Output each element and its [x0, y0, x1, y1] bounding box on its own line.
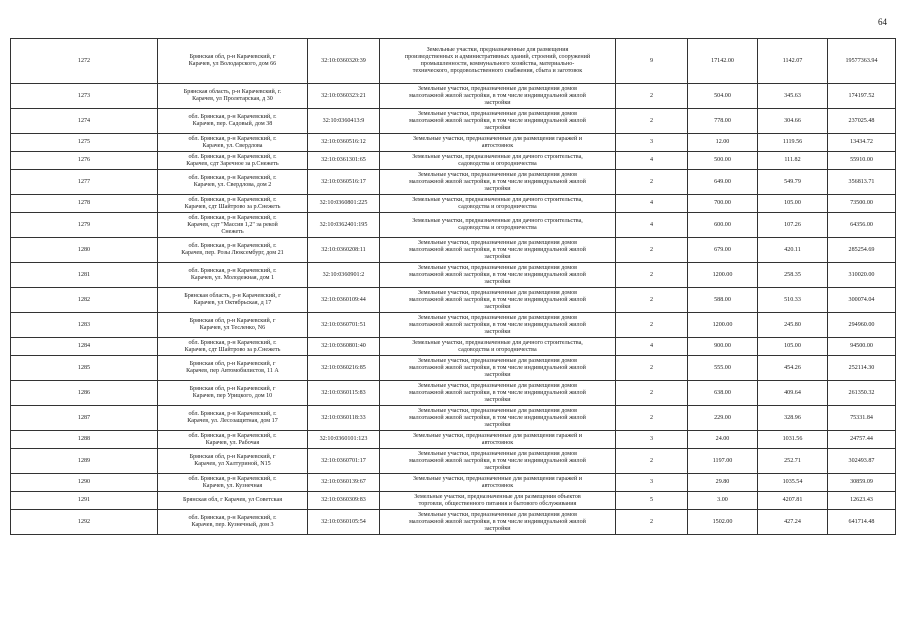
cadastral-value-cell: 19577363.94	[828, 39, 896, 84]
address-cell: обл. Брянская, р-н Карачевский, г. Карачев, пер. Кузнечный, дом 3	[158, 510, 308, 535]
use-group-cell: 4	[616, 213, 688, 238]
table-row	[11, 213, 896, 238]
cadastral-value-cell: 261350.32	[828, 381, 896, 406]
cadastral-number-cell: 32:10:0360516:17	[308, 170, 380, 195]
table-row	[11, 338, 896, 356]
address-cell: обл. Брянская, р-н Карачевский, г. Карачев, пер. Садовый, дом 38	[158, 109, 308, 134]
address-cell: Брянская обл, р-н Карачевский, г Карачев, ул Халтуриной, N15	[158, 449, 308, 474]
record-number-cell: 1290	[11, 474, 158, 492]
specific-cadastral-value-cell: 1142.07	[758, 39, 828, 84]
cadastral-number-cell: 32:10:0360323:21	[308, 84, 380, 109]
cadastral-number-cell: 32:10:0361301:65	[308, 152, 380, 170]
area-cell: 649.00	[688, 170, 758, 195]
land-use-purpose-cell: Земельные участки, предназначенные для размещения домов малоэтажной жилой застройки, в том числе индивидуальной жилой застройки	[380, 238, 616, 263]
use-group-cell: 2	[616, 109, 688, 134]
table-row	[11, 510, 896, 535]
land-use-purpose-cell: Земельные участки, предназначенные для дачного строительства, садоводства и огородничества	[380, 213, 616, 238]
address-cell: обл. Брянская, р-н Карачевский, г. Карачев, ул. Свердлова, дом 2	[158, 170, 308, 195]
table-row	[11, 238, 896, 263]
address-cell: обл. Брянская, р-н Карачевский, г. Карачев, ул. Лесозащитная, дом 17	[158, 406, 308, 431]
land-use-purpose-cell: Земельные участки, предназначенные для размещения гаражей и автостоянок	[380, 134, 616, 152]
record-number-cell: 1286	[11, 381, 158, 406]
land-use-purpose-cell: Земельные участки, предназначенные для размещения домов малоэтажной жилой застройки, в том числе индивидуальной жилой застройки	[380, 109, 616, 134]
table-row	[11, 109, 896, 134]
cadastral-number-cell: 32:10:0360216:85	[308, 356, 380, 381]
cadastral-value-cell: 24757.44	[828, 431, 896, 449]
cadastral-value-cell: 75331.84	[828, 406, 896, 431]
use-group-cell: 4	[616, 152, 688, 170]
cadastral-number-cell: 32:10:0360208:11	[308, 238, 380, 263]
cadastral-number-cell: 32:10:0360309:83	[308, 492, 380, 510]
land-use-purpose-cell: Земельные участки, предназначенные для размещения домов малоэтажной жилой застройки, в том числе индивидуальной жилой застройки	[380, 510, 616, 535]
cadastral-value-cell: 174197.52	[828, 84, 896, 109]
cadastral-value-cell: 73500.00	[828, 195, 896, 213]
use-group-cell: 3	[616, 474, 688, 492]
record-number-cell: 1276	[11, 152, 158, 170]
table-row	[11, 431, 896, 449]
land-use-purpose-cell: Земельные участки, предназначенные для размещения домов малоэтажной жилой застройки, в том числе индивидуальной жилой застройки	[380, 170, 616, 195]
land-use-purpose-cell: Земельные участки, предназначенные для дачного строительства, садоводства и огородничества	[380, 195, 616, 213]
address-cell: Брянская область, р-н Карачевский, г. Карачев, ул Пролетарская, д 30	[158, 84, 308, 109]
cadastral-value-cell: 55910.00	[828, 152, 896, 170]
use-group-cell: 4	[616, 338, 688, 356]
area-cell: 638.00	[688, 381, 758, 406]
specific-cadastral-value-cell: 549.79	[758, 170, 828, 195]
area-cell: 778.00	[688, 109, 758, 134]
record-number-cell: 1274	[11, 109, 158, 134]
cadastral-number-cell: 32:10:0360516:12	[308, 134, 380, 152]
record-number-cell: 1278	[11, 195, 158, 213]
cadastral-number-cell: 32:10:0360901:2	[308, 263, 380, 288]
use-group-cell: 5	[616, 492, 688, 510]
cadastral-number-cell: 32:10:0360109:44	[308, 288, 380, 313]
area-cell: 679.00	[688, 238, 758, 263]
cadastral-number-cell: 32:10:0360139:67	[308, 474, 380, 492]
area-cell: 3.00	[688, 492, 758, 510]
use-group-cell: 2	[616, 313, 688, 338]
area-cell: 24.00	[688, 431, 758, 449]
table-row	[11, 170, 896, 195]
area-cell: 29.80	[688, 474, 758, 492]
land-use-purpose-cell: Земельные участки, предназначенные для размещения домов малоэтажной жилой застройки, в том числе индивидуальной жилой застройки	[380, 406, 616, 431]
area-cell: 500.00	[688, 152, 758, 170]
address-cell: обл. Брянская, р-н Карачевский, г. Карачев, ул. Молодежная, дом 1	[158, 263, 308, 288]
record-number-cell: 1277	[11, 170, 158, 195]
address-cell: Брянская обл, р-н Карачевский, г Карачев, пер Урицкого, дом 10	[158, 381, 308, 406]
record-number-cell: 1291	[11, 492, 158, 510]
cadastral-value-cell: 285254.69	[828, 238, 896, 263]
address-cell: обл. Брянская, р-н Карачевский, г. Карачев, пер. Розы Люксембург, дом 21	[158, 238, 308, 263]
cadastral-number-cell: 32:10:0362401:195	[308, 213, 380, 238]
table-row	[11, 263, 896, 288]
address-cell: обл. Брянская, р-н Карачевский, г. Карачев, сдт Шайтрово за р.Снежеть	[158, 195, 308, 213]
table-row	[11, 84, 896, 109]
cadastral-number-cell: 32:10:0360320:39	[308, 39, 380, 84]
specific-cadastral-value-cell: 245.80	[758, 313, 828, 338]
area-cell: 1200.00	[688, 263, 758, 288]
area-cell: 504.00	[688, 84, 758, 109]
cadastral-number-cell: 32:10:0360801:40	[308, 338, 380, 356]
land-use-purpose-cell: Земельные участки, предназначенные для дачного строительства, садоводства и огородничества	[380, 338, 616, 356]
use-group-cell: 2	[616, 510, 688, 535]
cadastral-number-cell: 32:10:0360413:9	[308, 109, 380, 134]
cadastral-value-cell: 237025.48	[828, 109, 896, 134]
use-group-cell: 2	[616, 381, 688, 406]
record-number-cell: 1292	[11, 510, 158, 535]
table-row	[11, 474, 896, 492]
cadastral-number-cell: 32:10:0360105:54	[308, 510, 380, 535]
table-row	[11, 356, 896, 381]
record-number-cell: 1281	[11, 263, 158, 288]
specific-cadastral-value-cell: 111.82	[758, 152, 828, 170]
address-cell: Брянская обл, р-н Карачевский, г Карачев, пер Автомобилистов, 11 А	[158, 356, 308, 381]
cadastral-value-cell: 300074.04	[828, 288, 896, 313]
cadastral-value-cell: 64356.00	[828, 213, 896, 238]
area-cell: 1200.00	[688, 313, 758, 338]
record-number-cell: 1284	[11, 338, 158, 356]
address-cell: обл. Брянская, р-н Карачевский, г. Карачев, сдт Заречное за р.Снежеть	[158, 152, 308, 170]
cadastral-number-cell: 32:10:0360101:123	[308, 431, 380, 449]
use-group-cell: 3	[616, 431, 688, 449]
use-group-cell: 2	[616, 263, 688, 288]
land-use-purpose-cell: Земельные участки, предназначенные для размещения гаражей и автостоянок	[380, 431, 616, 449]
use-group-cell: 2	[616, 449, 688, 474]
record-number-cell: 1272	[11, 39, 158, 84]
land-use-purpose-cell: Земельные участки, предназначенные для дачного строительства, садоводства и огородничества	[380, 152, 616, 170]
record-number-cell: 1275	[11, 134, 158, 152]
cadastral-number-cell: 32:10:0360701:17	[308, 449, 380, 474]
land-use-purpose-cell: Земельные участки, предназначенные для размещения домов малоэтажной жилой застройки, в том числе индивидуальной жилой застройки	[380, 288, 616, 313]
use-group-cell: 4	[616, 195, 688, 213]
cadastral-value-cell: 310020.00	[828, 263, 896, 288]
land-use-purpose-cell: Земельные участки, предназначенные для размещения домов малоэтажной жилой застройки, в том числе индивидуальной жилой застройки	[380, 84, 616, 109]
area-cell: 229.00	[688, 406, 758, 431]
area-cell: 588.00	[688, 288, 758, 313]
area-cell: 600.00	[688, 213, 758, 238]
land-use-purpose-cell: Земельные участки, предназначенные для размещения домов малоэтажной жилой застройки, в том числе индивидуальной жилой застройки	[380, 381, 616, 406]
cadastral-value-cell: 30859.09	[828, 474, 896, 492]
table-row	[11, 288, 896, 313]
cadastral-number-cell: 32:10:0360115:83	[308, 381, 380, 406]
record-number-cell: 1289	[11, 449, 158, 474]
table-row	[11, 449, 896, 474]
use-group-cell: 2	[616, 406, 688, 431]
specific-cadastral-value-cell: 420.11	[758, 238, 828, 263]
specific-cadastral-value-cell: 1035.54	[758, 474, 828, 492]
cadastral-value-cell: 356813.71	[828, 170, 896, 195]
table-row	[11, 134, 896, 152]
area-cell: 900.00	[688, 338, 758, 356]
address-cell: Брянская область, р-н Карачевский, г Карачев, ул Октябрьская, д 17	[158, 288, 308, 313]
address-cell: Брянская обл, р-н Карачевский, г Карачев, ул Володарского, дом 66	[158, 39, 308, 84]
record-number-cell: 1287	[11, 406, 158, 431]
table-row	[11, 492, 896, 510]
specific-cadastral-value-cell: 1031.56	[758, 431, 828, 449]
specific-cadastral-value-cell: 1119.56	[758, 134, 828, 152]
area-cell: 555.00	[688, 356, 758, 381]
table-row	[11, 195, 896, 213]
cadastral-value-cell: 12623.43	[828, 492, 896, 510]
land-use-purpose-cell: Земельные участки, предназначенные для размещения гаражей и автостоянок	[380, 474, 616, 492]
area-cell: 1197.00	[688, 449, 758, 474]
address-cell: обл. Брянская, р-н Карачевский, г. Карачев, ул. Рабочая	[158, 431, 308, 449]
record-number-cell: 1283	[11, 313, 158, 338]
specific-cadastral-value-cell: 105.00	[758, 338, 828, 356]
specific-cadastral-value-cell: 510.33	[758, 288, 828, 313]
use-group-cell: 9	[616, 39, 688, 84]
cadastral-value-cell: 294960.00	[828, 313, 896, 338]
table-row	[11, 152, 896, 170]
use-group-cell: 2	[616, 356, 688, 381]
cadastral-value-table	[10, 38, 896, 535]
area-cell: 1502.00	[688, 510, 758, 535]
address-cell: обл. Брянская, р-н Карачевский, г. Карачев, сдт "Массив 1,2" за рекой Снежеть	[158, 213, 308, 238]
table-body	[11, 39, 896, 535]
specific-cadastral-value-cell: 304.66	[758, 109, 828, 134]
land-use-purpose-cell: Земельные участки, предназначенные для размещения домов малоэтажной жилой застройки, в том числе индивидуальной жилой застройки	[380, 356, 616, 381]
table-row	[11, 381, 896, 406]
specific-cadastral-value-cell: 454.26	[758, 356, 828, 381]
page-number: 64	[878, 17, 887, 27]
address-cell: обл. Брянская, р-н Карачевский, г. Карачев, ул. Свердлова	[158, 134, 308, 152]
record-number-cell: 1288	[11, 431, 158, 449]
area-cell: 17142.00	[688, 39, 758, 84]
specific-cadastral-value-cell: 427.24	[758, 510, 828, 535]
area-cell: 12.00	[688, 134, 758, 152]
address-cell: обл. Брянская, р-н Карачевский, г. Карачев, ул. Кузнечная	[158, 474, 308, 492]
specific-cadastral-value-cell: 105.00	[758, 195, 828, 213]
record-number-cell: 1280	[11, 238, 158, 263]
use-group-cell: 2	[616, 84, 688, 109]
table-row	[11, 39, 896, 84]
land-use-purpose-cell: Земельные участки, предназначенные для размещения домов малоэтажной жилой застройки, в том числе индивидуальной жилой застройки	[380, 449, 616, 474]
table-row	[11, 313, 896, 338]
use-group-cell: 2	[616, 170, 688, 195]
specific-cadastral-value-cell: 107.26	[758, 213, 828, 238]
specific-cadastral-value-cell: 4207.81	[758, 492, 828, 510]
cadastral-value-cell: 252114.30	[828, 356, 896, 381]
record-number-cell: 1282	[11, 288, 158, 313]
address-cell: Брянская обл, р-н Карачевский, г Карачев, ул Тесленко, N6	[158, 313, 308, 338]
area-cell: 700.00	[688, 195, 758, 213]
record-number-cell: 1279	[11, 213, 158, 238]
cadastral-number-cell: 32:10:0360801:225	[308, 195, 380, 213]
land-use-purpose-cell: Земельные участки, предназначенные для размещения домов малоэтажной жилой застройки, в том числе индивидуальной жилой застройки	[380, 263, 616, 288]
use-group-cell: 2	[616, 238, 688, 263]
land-use-purpose-cell: Земельные участки, предназначенные для размещения производственных и административных зданий, строений, сооружений промышленности, коммунального хозяйства, материально- технического, продовольственного снабжения, сбыта и заготовок	[380, 39, 616, 84]
record-number-cell: 1285	[11, 356, 158, 381]
specific-cadastral-value-cell: 252.71	[758, 449, 828, 474]
specific-cadastral-value-cell: 328.96	[758, 406, 828, 431]
cadastral-number-cell: 32:10:0360701:51	[308, 313, 380, 338]
cadastral-value-cell: 641714.48	[828, 510, 896, 535]
use-group-cell: 2	[616, 288, 688, 313]
cadastral-value-cell: 302493.87	[828, 449, 896, 474]
cadastral-number-cell: 32:10:0360118:33	[308, 406, 380, 431]
address-cell: обл. Брянская, р-н Карачевский, г. Карачев, сдт Шайтрово за р.Снежеть	[158, 338, 308, 356]
table-row	[11, 406, 896, 431]
specific-cadastral-value-cell: 345.63	[758, 84, 828, 109]
specific-cadastral-value-cell: 258.35	[758, 263, 828, 288]
address-cell: Брянская обл, г Карачев, ул Советская	[158, 492, 308, 510]
land-use-purpose-cell: Земельные участки, предназначенные для размещения домов малоэтажной жилой застройки, в том числе индивидуальной жилой застройки	[380, 313, 616, 338]
record-number-cell: 1273	[11, 84, 158, 109]
cadastral-value-cell: 13434.72	[828, 134, 896, 152]
cadastral-value-cell: 94500.00	[828, 338, 896, 356]
use-group-cell: 3	[616, 134, 688, 152]
specific-cadastral-value-cell: 409.64	[758, 381, 828, 406]
land-use-purpose-cell: Земельные участки, предназначенные для размещения объектов торговли, общественного питания и бытового обслуживания	[380, 492, 616, 510]
